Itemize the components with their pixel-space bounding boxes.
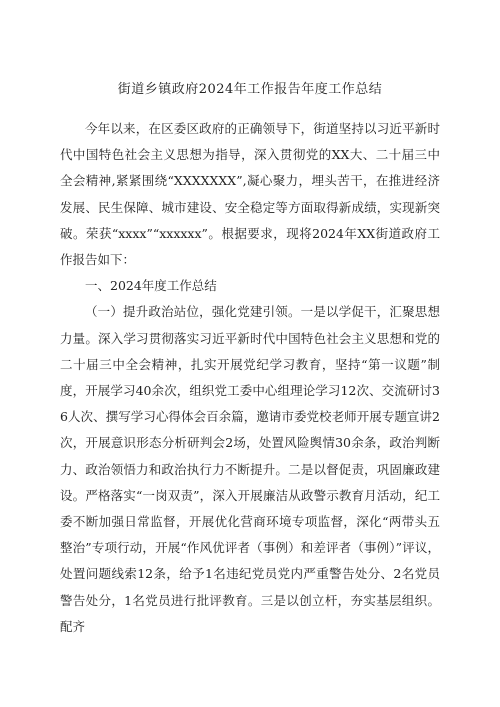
paragraph-intro: 今年以来，在区委区政府的正确领导下，街道坚持以习近平新时代中国特色社会主义思想为指导，深入贯彻党的XX大、二十届三中全会精神,紧紧围绕“XXXXXXX”,凝心聚力，埋头苦干，在推进经济发展、民生保障、城市建设、安全稳定等方面取得新成绩，实现新突破。荣获“xxxx”“xxxxxx”。根据要求，现将2024年XX街道政府工作报告如下：	[60, 121, 440, 268]
section-heading: 一、2024年度工作总结	[85, 278, 217, 294]
document-title: 街道乡镇政府2024年工作报告年度工作总结	[117, 82, 383, 97]
paragraph-political: （一）提升政治站位，强化党建引领。一是以学促干，汇聚思想力量。深入学习贯彻落实习近平新时代中国特色社会主义思想和党的二十届三中全会精神，扎实开展党纪学习教育，坚持“第一议题”制度，开展学习40余次，组织党工委中心组理论学习12次、交流研讨36人次、撰写学习心得体会百余篇，邀请市委党校老师开展专题宣讲2次，开展意识形态分析研判会2场，处置风险舆情30余条，政治判断力、政治领悟力和政治执行力不断提升。二是以督促责，巩固廉政建设。严格落实“一岗双责”，深入开展廉洁从政警示教育月活动，纪工委不断加强日常监督，开展优化营商环境专项监督，深化“两带头五整治”专项行动，开展“作风优评者（事例）和差评者（事例）”评议，处置问题线索12条，给予1名违纪党员党内严重警告处分、2名党员警告处分，1名党员进行批评教育。三是以创立杆，夯实基层组织。配齐	[60, 304, 440, 634]
document-body	[60, 116, 440, 640]
